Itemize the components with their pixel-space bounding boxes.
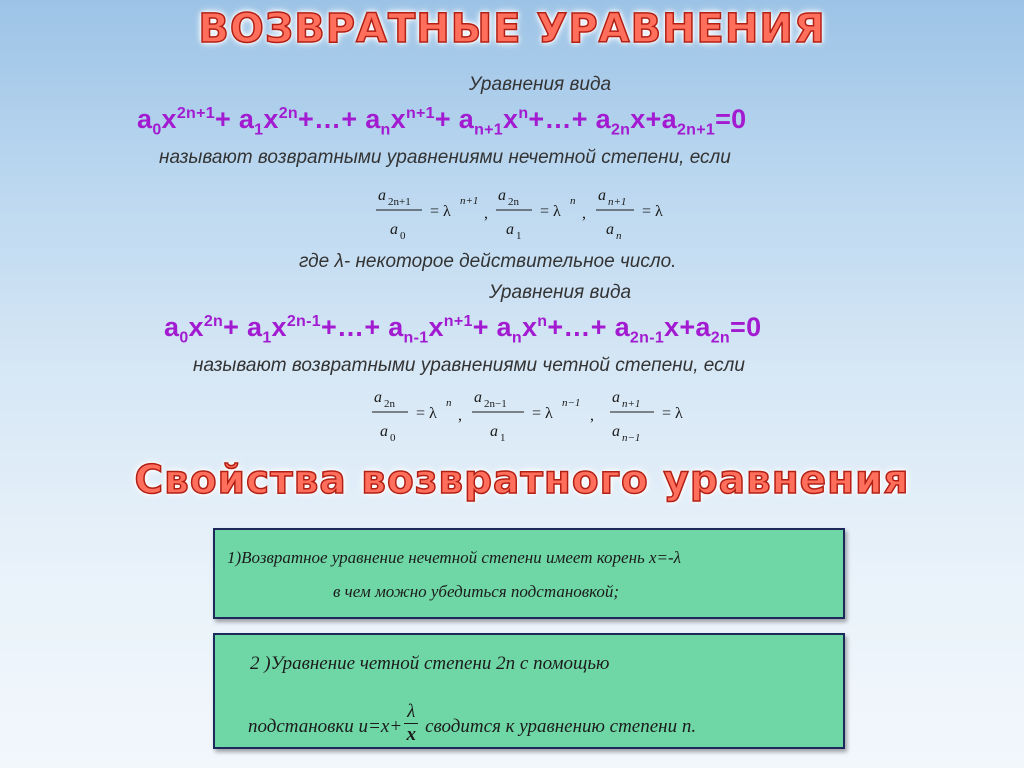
- svg-text:a: a: [380, 423, 388, 440]
- svg-text:,: ,: [458, 407, 462, 424]
- svg-text:n−1: n−1: [562, 397, 581, 409]
- svg-text:1: 1: [500, 432, 506, 444]
- lambda-note: где λ- некоторое действительное число.: [299, 251, 677, 272]
- svg-text:2n: 2n: [508, 196, 519, 208]
- svg-text:n: n: [446, 397, 452, 409]
- odd-degree-equation: $a_0x^{2n+1}+$ $a_1x^{2n}+\dots+ a_nx^{n+1}+$ $a_{n+1}x^n+\dots+ a_{2n}x+a_{2n+1}=0$: [137, 104, 747, 139]
- property-2-box: [213, 633, 845, 749]
- fraction-numerator: λ: [404, 701, 418, 724]
- svg-text:a: a: [390, 221, 398, 238]
- fraction-denominator: x: [406, 724, 416, 745]
- property-2-line2: [248, 701, 697, 750]
- svg-text:a: a: [378, 187, 386, 204]
- properties-title: Свойства возвратного уравнения: [134, 458, 910, 503]
- svg-text:= λ: = λ: [540, 203, 561, 220]
- svg-text:= λ: = λ: [416, 405, 437, 422]
- svg-text:a: a: [606, 221, 614, 238]
- svg-text:0: 0: [400, 230, 406, 242]
- svg-text:0: 0: [390, 432, 396, 444]
- slide-title: ВОЗВРАТНЫЕ УРАВНЕНИЯ: [198, 6, 826, 52]
- svg-text:a: a: [612, 423, 620, 440]
- svg-text:n−1: n−1: [622, 432, 641, 444]
- svg-text:a: a: [598, 187, 606, 204]
- svg-text:= λ: = λ: [532, 405, 553, 422]
- svg-text:a: a: [374, 389, 382, 406]
- svg-text:,: ,: [582, 205, 586, 222]
- property-2-line1: 2 )Уравнение четной степени 2n с помощью: [250, 653, 610, 674]
- substitution-text: подстановки u=x+: [248, 715, 403, 737]
- svg-text:a: a: [506, 221, 514, 238]
- svg-text:2n−1: 2n−1: [484, 398, 507, 410]
- svg-text:a: a: [612, 389, 620, 406]
- substitution-fraction: [404, 701, 418, 746]
- property-1-line2: в чем можно убедиться подстановкой;: [333, 582, 620, 601]
- svg-text:= λ: = λ: [642, 203, 663, 220]
- odd-degree-condition: [372, 178, 692, 244]
- svg-text:2n+1: 2n+1: [388, 196, 411, 208]
- svg-text:,: ,: [590, 407, 594, 424]
- svg-text:n: n: [570, 195, 576, 207]
- svg-text:n+1: n+1: [622, 398, 641, 410]
- section2-description: называют возвратными уравнениями четной степени, если: [193, 355, 745, 376]
- svg-text:a: a: [474, 389, 482, 406]
- section2-intro: Уравнения вида: [489, 282, 632, 303]
- svg-text:a: a: [490, 423, 498, 440]
- svg-text:= λ: = λ: [662, 405, 683, 422]
- svg-text:,: ,: [484, 205, 488, 222]
- svg-text:n+1: n+1: [608, 196, 627, 208]
- svg-text:n: n: [616, 230, 622, 242]
- svg-text:2n: 2n: [384, 398, 395, 410]
- even-degree-condition: [368, 380, 708, 450]
- svg-text:1: 1: [516, 230, 522, 242]
- even-degree-equation: $a_0x^{2n}+$ $a_1x^{2n-1}+\dots+ a_{n-1}x^{n+1}+$ $a_nx^n+\dots+ a_{2n-1}x+a_{2n}=0$: [164, 312, 762, 347]
- property-1-box: [213, 528, 845, 619]
- reduction-text: сводится к уравнению степени n.: [420, 715, 697, 737]
- svg-text:n+1: n+1: [460, 195, 479, 207]
- svg-text:= λ: = λ: [430, 203, 451, 220]
- svg-text:a: a: [498, 187, 506, 204]
- property-1-line1: 1)Возвратное уравнение нечетной степени имеет корень x=-λ: [227, 548, 682, 567]
- section1-intro: Уравнения вида: [469, 74, 612, 95]
- section1-description: называют возвратными уравнениями нечетной степени, если: [159, 147, 731, 168]
